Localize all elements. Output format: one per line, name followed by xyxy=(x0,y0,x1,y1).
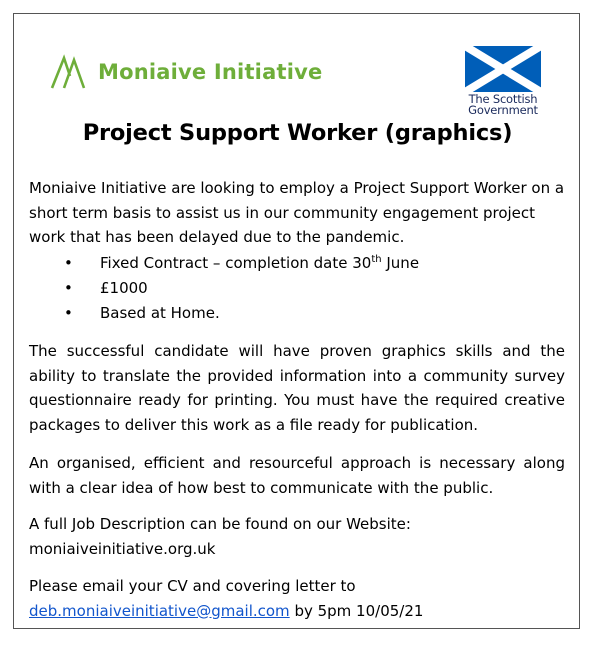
list-item xyxy=(29,276,565,301)
hills-logo-icon xyxy=(50,54,86,90)
deadline-text: by 5pm 10/05/21 xyxy=(289,601,424,620)
job-title: Project Support Worker (graphics) xyxy=(82,120,513,146)
bullet-icon: • xyxy=(64,304,73,322)
job-details-list xyxy=(29,251,565,326)
pay-text: £1000 xyxy=(100,279,148,297)
approach-paragraph: An organised, efficient and resourceful approach is necessary along with a clear idea of how best to communicate with the public. xyxy=(29,454,565,497)
list-item xyxy=(29,251,565,276)
contract-date-suffix: th xyxy=(371,254,382,265)
intro-paragraph: Moniaive Initiative are looking to employ a Project Support Worker on a short term basis to assist us in our community engagement project work that has been delayed due to the pandemic. xyxy=(29,179,565,246)
apply-text: Please email your CV and covering letter to xyxy=(29,577,356,595)
contract-text: Fixed Contract – completion date 30 xyxy=(100,254,372,272)
moniaive-initiative-logo xyxy=(50,54,322,90)
website-text: moniaiveinitiative.org.uk xyxy=(29,539,216,558)
apply-paragraph xyxy=(29,574,565,623)
org-name: Moniaive Initiative xyxy=(98,60,323,84)
gov-name-line2: Government xyxy=(468,103,538,117)
contract-month: June xyxy=(381,254,420,272)
skills-paragraph: The successful candidate will have proven graphics skills and the ability to translate the provided information into a community survey questionnaire ready for printing. You must have the required creative packages to deliver this work as a file ready for publication. xyxy=(29,342,565,434)
email-link[interactable]: deb.moniaiveinitiative@gmail.com xyxy=(29,601,290,620)
job-description-paragraph xyxy=(29,512,565,561)
job-description-text: A full Job Description can be found on our Website: xyxy=(29,515,411,533)
bullet-icon: • xyxy=(64,279,73,297)
location-text: Based at Home. xyxy=(100,304,220,322)
gov-name-line1: The Scottish xyxy=(468,92,538,106)
bullet-icon: • xyxy=(64,254,73,272)
list-item xyxy=(29,301,565,326)
scottish-government-logo xyxy=(465,46,541,116)
saltire-flag-icon xyxy=(465,46,541,92)
